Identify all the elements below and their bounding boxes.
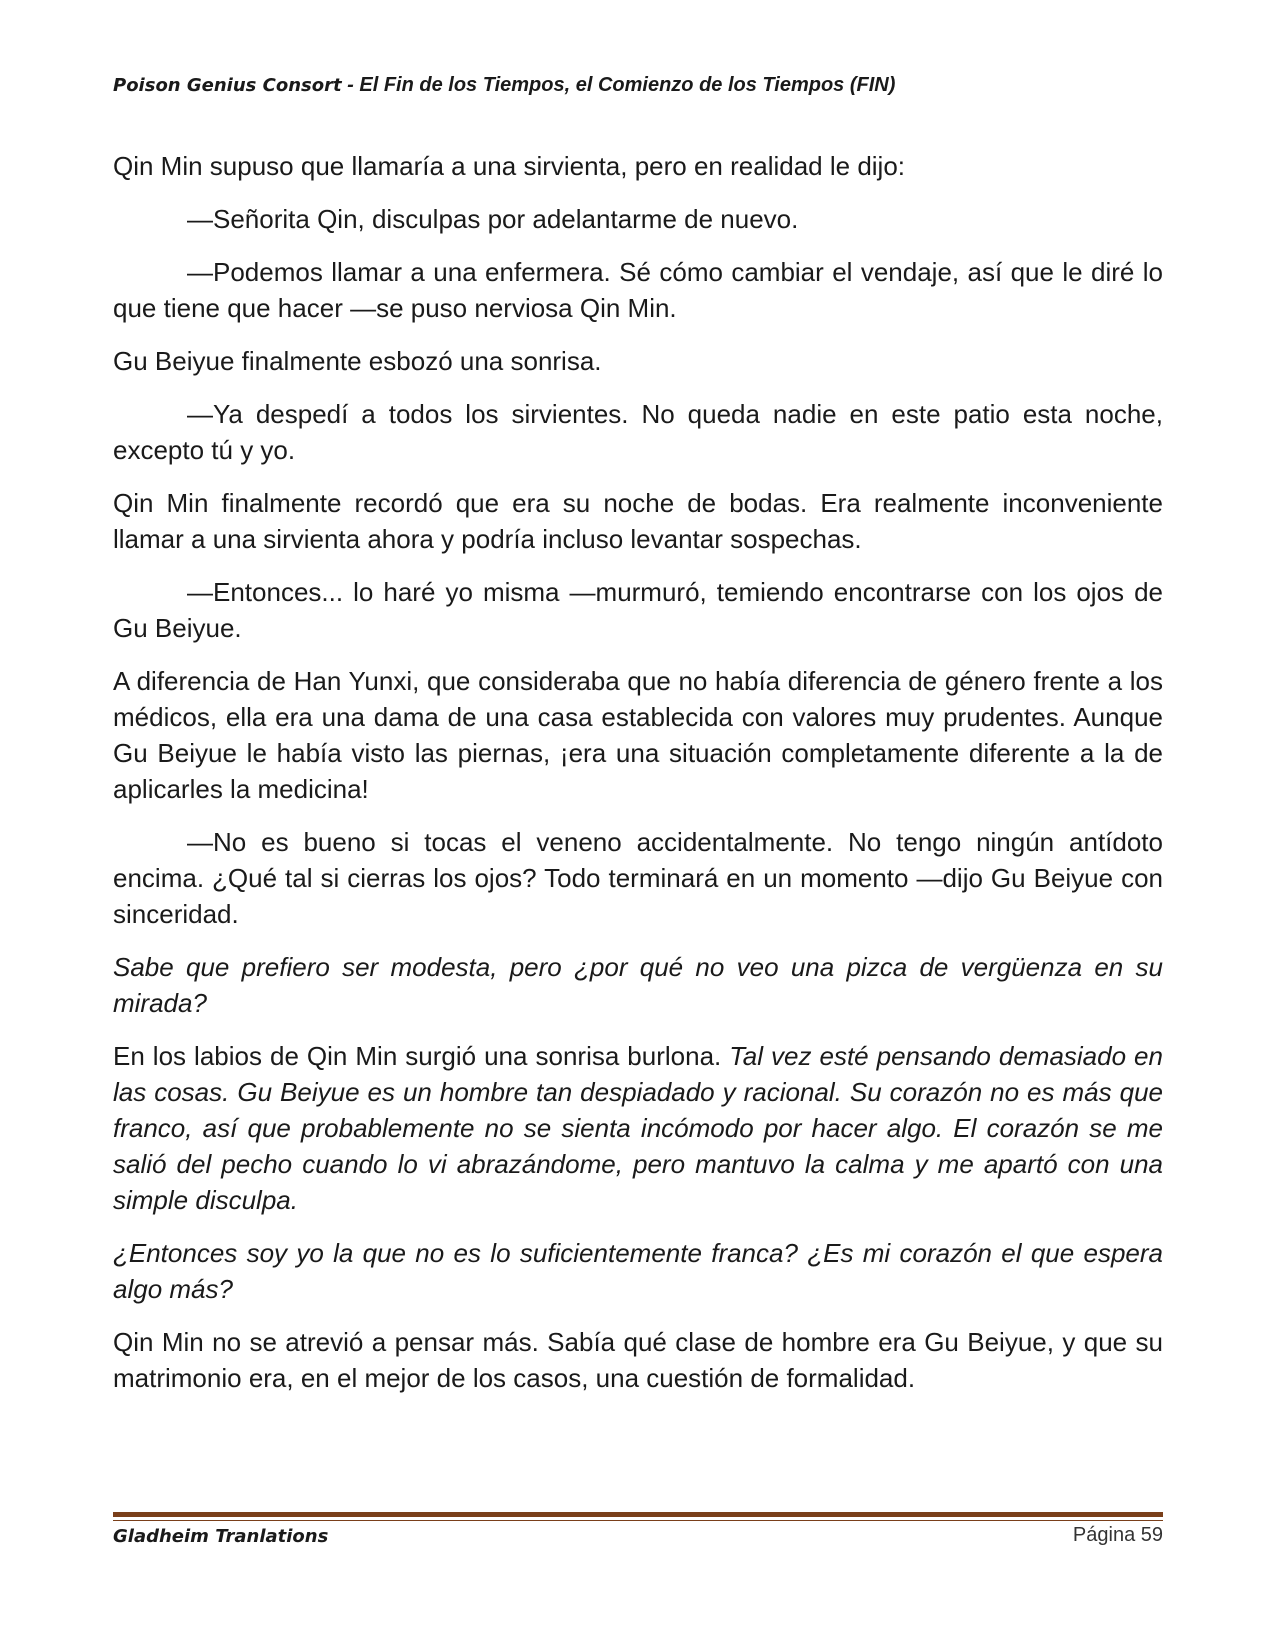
- dialogue-paragraph: —Entonces... lo haré yo misma —murmuró, temiendo encontrarse con los ojos de Gu Beiyue.: [113, 577, 1163, 643]
- paragraph: Qin Min supuso que llamaría a una sirvienta, pero en realidad le dijo:: [113, 151, 906, 181]
- series-title: Poison Genius Consort: [113, 75, 342, 96]
- paragraph: Qin Min no se atrevió a pensar más. Sabía qué clase de hombre era Gu Beiyue, y que su matrimonio era, en el mejor de los casos, una cuestión de formalidad.: [113, 1327, 1163, 1393]
- narration-text: En los labios de Qin Min surgió una sonrisa burlona.: [113, 1041, 722, 1071]
- paragraph: A diferencia de Han Yunxi, que consideraba que no había diferencia de género frente a los médicos, ella era una dama de una casa establecida con valores muy prudentes. Aunque Gu Beiyue le había visto las piernas, ¡era una situación completamente diferente a la de aplicarles la medicina!: [113, 666, 1163, 804]
- chapter-title: - El Fin de los Tiempos, el Comienzo de los Tiempos (FIN): [341, 74, 896, 96]
- thought-paragraph: ¿Entonces soy yo la que no es lo suficientemente franca? ¿Es mi corazón el que espera algo más?: [113, 1238, 1163, 1304]
- thought-paragraph: Sabe que prefiero ser modesta, pero ¿por qué no veo una pizca de vergüenza en su mirada?: [113, 952, 1163, 1018]
- page-number: Página 59: [1072, 1524, 1163, 1546]
- page-body: [113, 148, 1163, 1413]
- mixed-paragraph: [113, 1038, 1163, 1218]
- footer-rule-thick: [113, 1512, 1163, 1517]
- page-header: [113, 72, 1163, 99]
- footer-rule-thin: [113, 1520, 1163, 1521]
- thought-text: Tal vez esté pensando demasiado en las cosas. Gu Beiyue es un hombre tan despiadado y racional. Su corazón no es más que franco, así que probablemente no se sienta incómodo por hacer algo. El corazón se me salió del pecho cuando lo vi abrazándome, pero mantuvo la calma y me apartó con una simple disculpa.: [113, 1041, 1163, 1215]
- publisher-name: Gladheim Tranlations: [113, 1526, 329, 1547]
- dialogue-paragraph: —Señorita Qin, disculpas por adelantarme de nuevo.: [187, 204, 799, 234]
- dialogue-paragraph: —Ya despedí a todos los sirvientes. No queda nadie en este patio esta noche, excepto tú y yo.: [113, 399, 1163, 465]
- paragraph: Qin Min finalmente recordó que era su noche de bodas. Era realmente inconveniente llamar a una sirvienta ahora y podría incluso levantar sospechas.: [113, 488, 1163, 554]
- dialogue-paragraph: —No es bueno si tocas el veneno accidentalmente. No tengo ningún antídoto encima. ¿Qué tal si cierras los ojos? Todo terminará en un momento —dijo Gu Beiyue con sinceridad.: [113, 827, 1163, 929]
- paragraph: Gu Beiyue finalmente esbozó una sonrisa.: [113, 346, 602, 376]
- dialogue-paragraph: —Podemos llamar a una enfermera. Sé cómo cambiar el vendaje, así que le diré lo que tiene que hacer —se puso nerviosa Qin Min.: [113, 257, 1163, 323]
